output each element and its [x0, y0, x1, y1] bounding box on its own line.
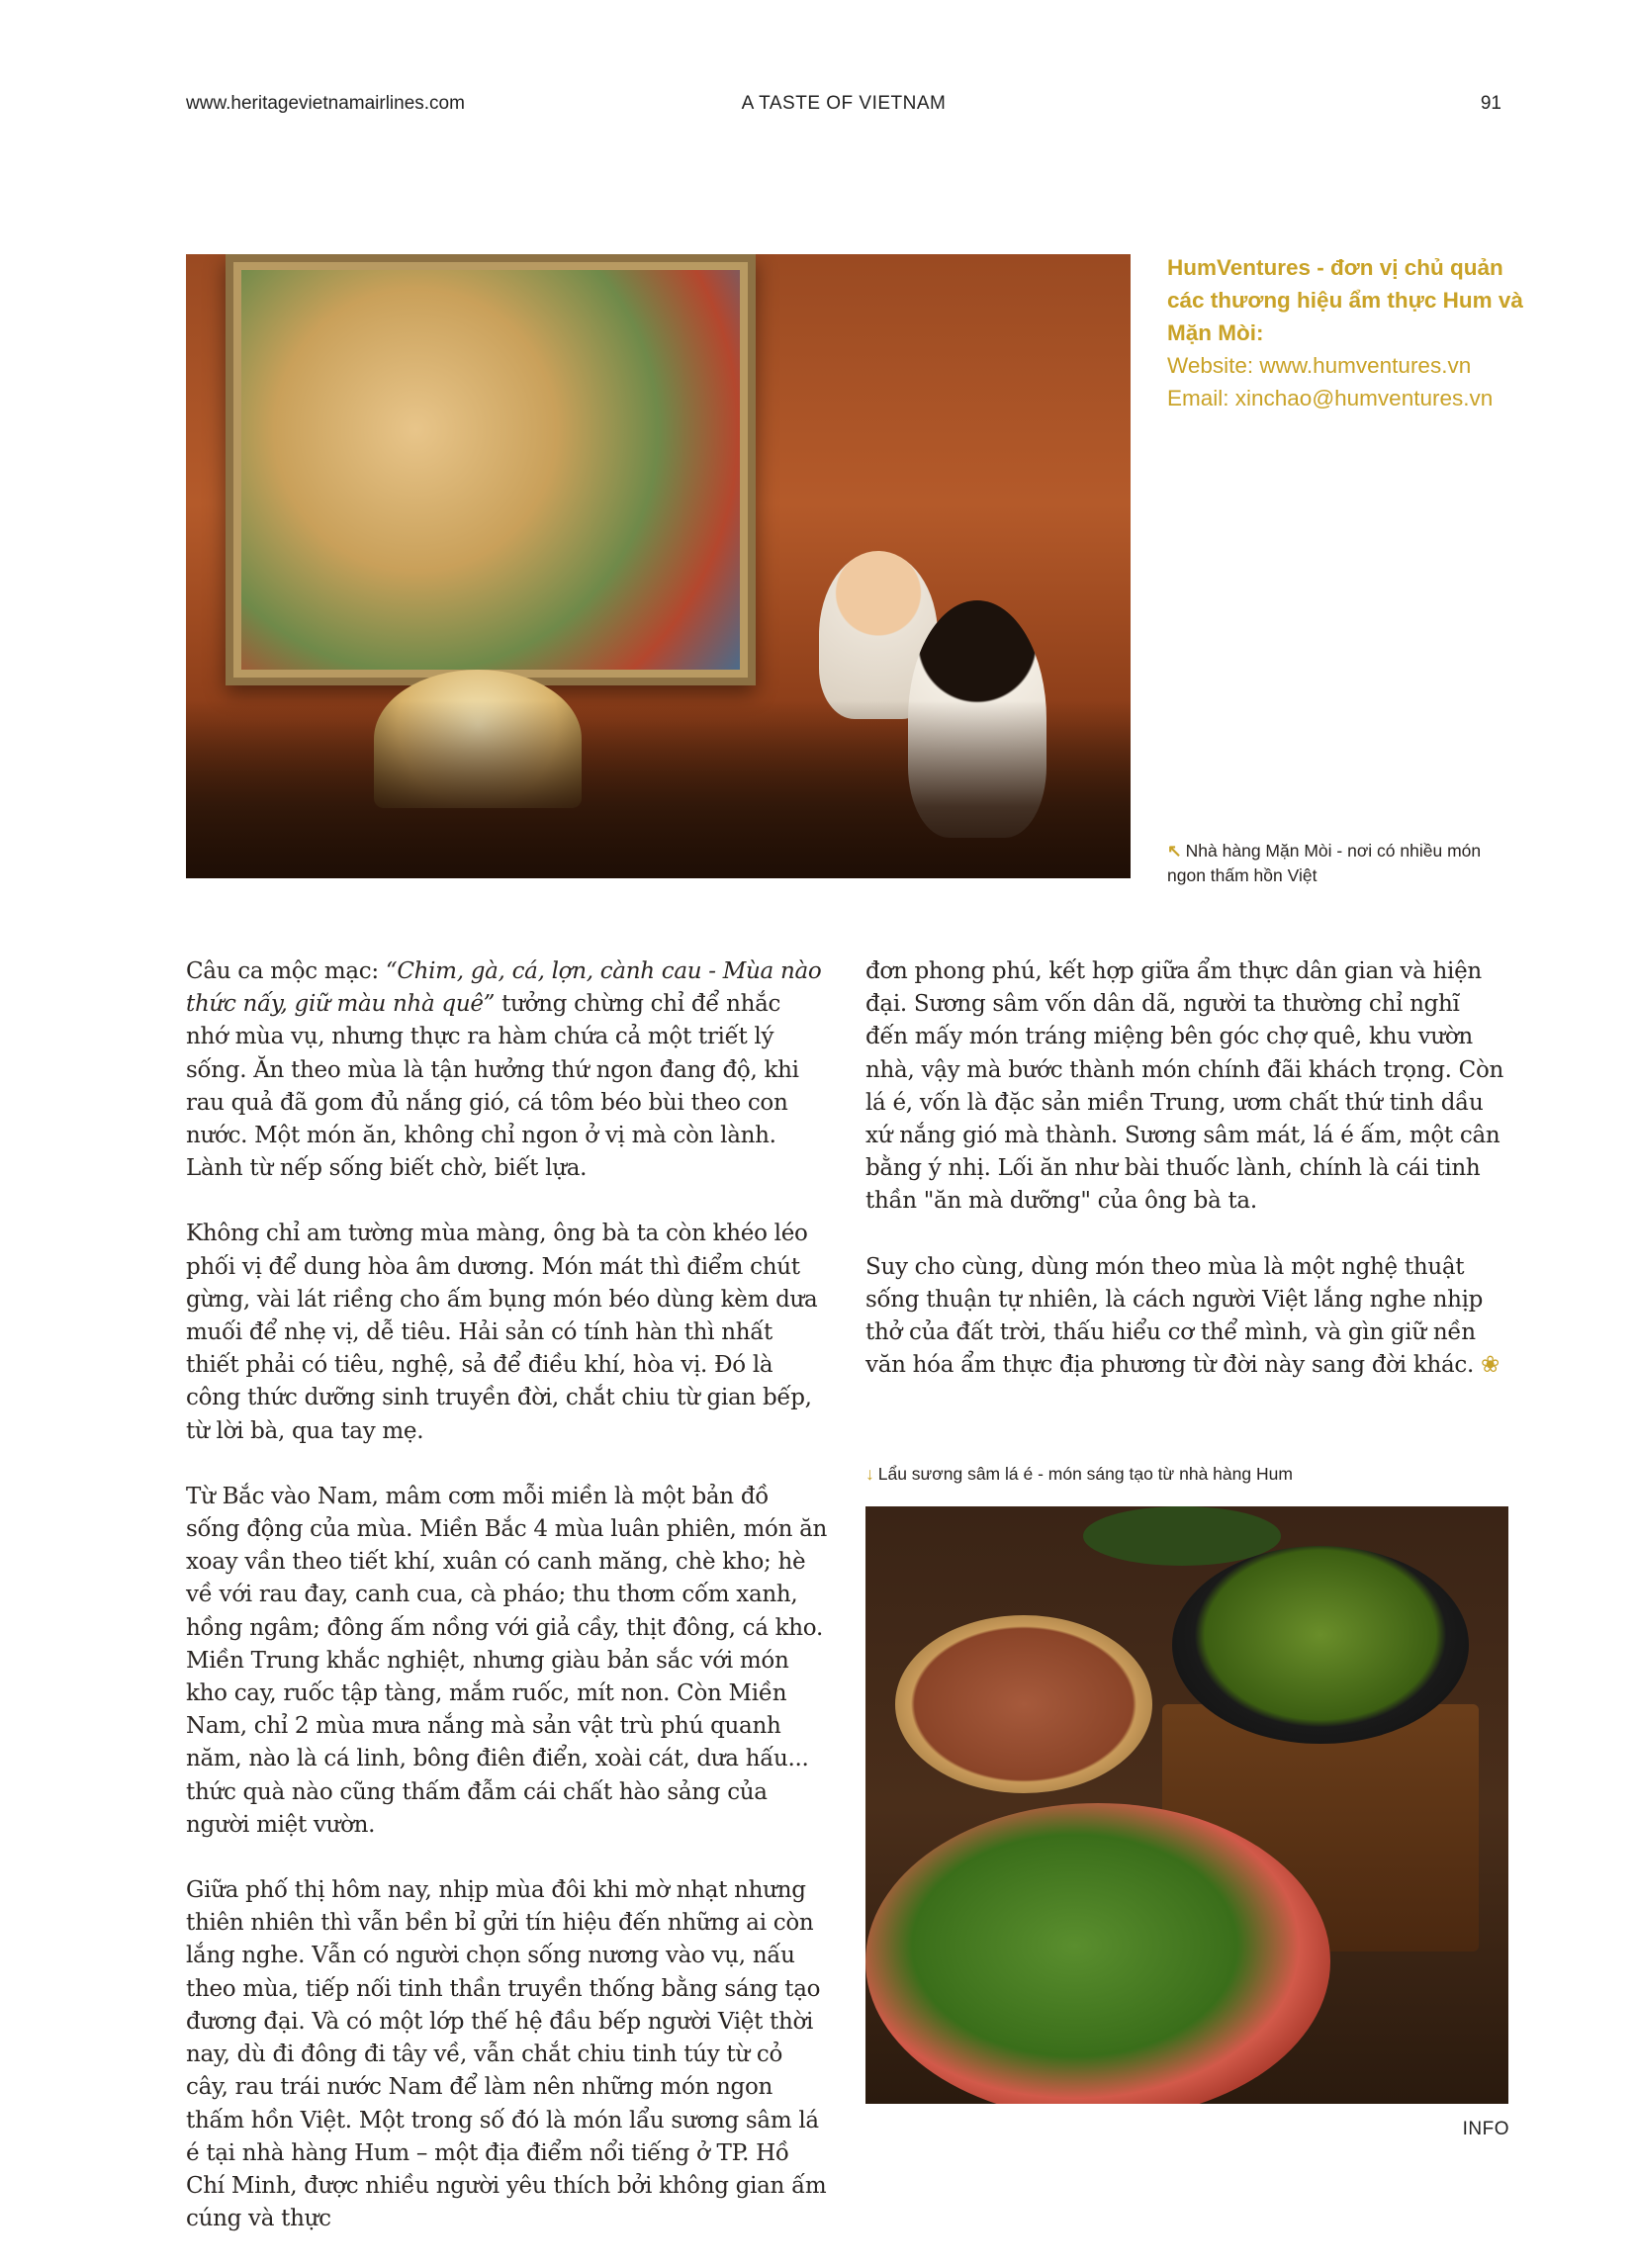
website-url[interactable]: www.heritagevietnamairlines.com	[186, 93, 465, 114]
caption-text: Lẩu sương sâm lá é - món sáng tạo từ nhà hàng Hum	[877, 1464, 1293, 1484]
paragraph	[865, 1251, 1508, 1383]
paragraph: đơn phong phú, kết hợp giữa ẩm thực dân gian và hiện đại. Sương sâm vốn dân dã, người ta thường chỉ nghĩ đến mấy món tráng miệng bên góc chợ quê, khu vườn nhà, vậy mà bước thành món chính đãi khách trọng. Còn lá é, vốn là đặc sản miền Trung, ươm chất thứ tinh dầu xứ nắng gió mà thành. Sương sâm mát, lá é ấm, một cân bằng ý nhị. Lối ăn như bài thuốc lành, chính là cái tinh thần "ăn mà dưỡng" của ông bà ta.	[865, 958, 1504, 1215]
wall-painting	[226, 254, 756, 685]
restaurant-photo	[186, 254, 1131, 878]
paragraph	[186, 955, 829, 1185]
paragraph-text: Suy cho cùng, dùng món theo mùa là một nghệ thuật sống thuận tự nhiên, là cách người Việt lắng nghe nhịp thở của đất trời, thấu hiểu cơ thể mình, và gìn giữ nền văn hóa ẩm thực địa phương từ đời này sang đời khác.	[865, 1253, 1484, 1379]
arrow-down-icon: ↓	[865, 1464, 874, 1484]
article-column-right	[865, 955, 1508, 1414]
caption-text: Nhà hàng Mặn Mòi - nơi có nhiều món ngon thấm hồn Việt	[1167, 841, 1482, 885]
paragraph: Giữa phố thị hôm nay, nhịp mùa đôi khi mờ nhạt nhưng thiên nhiên thì vẫn bền bỉ gửi tín hiệu đến những ai còn lắng nghe. Vẫn có người chọn sống nương vào vụ, nấu theo mùa, tiếp nối tinh thần truyền thống bằng sáng tạo đương đại. Và có một lớp thế hệ đầu bếp người Việt thời nay, dù đi đông đi tây về, vẫn chắt chiu tinh túy từ cỏ cây, rau trái nước Nam để làm nên những món ngon thấm hồn Việt. Một trong số đó là món lẩu sương sâm lá é tại nhà hàng Hum – một địa điểm nổi tiếng ở TP. Hồ Chí Minh, được nhiều người yêu thích bởi không gian ấm cúng và thực	[186, 1877, 827, 2232]
footer-label: INFO	[1462, 2119, 1509, 2139]
paragraph-text: tưởng chừng chỉ để nhắc nhớ mùa vụ, nhưng thực ra hàm chứa cả một triết lý sống. Ăn theo mùa là tận hưởng thứ ngon đang độ, khi rau quả đã gom đủ nắng gió, cá tôm béo bùi theo con nước. Một món ăn, không chỉ ngon ở vị mà còn lành. Lành từ nếp sống biết chờ, biết lựa.	[186, 991, 799, 1182]
lotus-end-icon: ❀	[1481, 1352, 1500, 1379]
page-number: 91	[1480, 93, 1501, 114]
page-header	[186, 93, 1501, 123]
herb-and-meat-plate	[865, 1803, 1330, 2104]
table-shadow	[186, 700, 1131, 878]
hotpot-photo	[865, 1506, 1508, 2104]
article-column-left	[186, 955, 829, 2268]
noodle-basket	[895, 1615, 1152, 1793]
photo-caption-dish	[865, 1462, 1499, 1487]
hotpot	[1172, 1546, 1469, 1744]
paragraph-lead: Câu ca mộc mạc:	[186, 958, 386, 984]
company-email[interactable]: Email: xinchao@humventures.vn	[1167, 386, 1494, 410]
company-info	[1167, 251, 1523, 414]
company-name: HumVentures - đơn vị chủ quản các thương hiệu ẩm thực Hum và Mặn Mòi:	[1167, 255, 1523, 345]
section-title: A TASTE OF VIETNAM	[741, 93, 947, 114]
paragraph: Từ Bắc vào Nam, mâm cơm mỗi miền là một bản đồ sống động của mùa. Miền Bắc 4 mùa luân phiên, món ăn xoay vần theo tiết khí, xuân có canh măng, chè kho; hè về với rau đay, canh cua, cà pháo; thu thơm cốm xanh, hồng ngâm; đông ấm nồng với giả cầy, thịt đông, cá kho. Miền Trung khắc nghiệt, nhưng giàu bản sắc với món kho cay, ruốc tập tàng, mắm ruốc, mít non. Còn Miền Nam, chỉ 2 mùa mưa nắng mà sản vật trù phú quanh năm, nào là cá linh, bông điên điển, xoài cát, dưa hấu... thức quà nào cũng thấm đẫm cái chất hào sảng của người miệt vườn.	[186, 1483, 828, 1838]
folk-verse-quote: “Chim, gà, cá, lợn, cành cau - Mùa nào thức nấy, giữ màu nhà quê”	[186, 958, 822, 1018]
photo-caption-restaurant	[1167, 839, 1503, 888]
arrow-up-left-icon: ↖	[1167, 841, 1182, 861]
paragraph: Không chỉ am tường mùa màng, ông bà ta còn khéo léo phối vị để dung hòa âm dương. Món mát thì điểm chút gừng, vài lát riềng cho ấm bụng món béo dùng kèm dưa muối để nhẹ vị, dễ tiêu. Hải sản có tính hàn thì nhất thiết phải có tiêu, nghệ, sả để điều khí, hòa vị. Đó là công thức dưỡng sinh truyền đời, chắt chiu từ gian bếp, từ lời bà, qua tay mẹ.	[186, 1221, 818, 1444]
company-website[interactable]: Website: www.humventures.vn	[1167, 353, 1472, 378]
